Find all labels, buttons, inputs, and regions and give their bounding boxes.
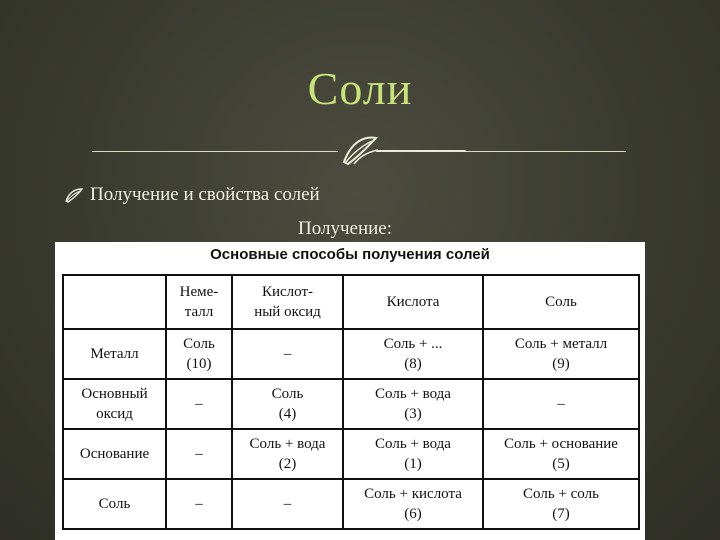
slide-title: Соли (307, 63, 413, 114)
table-row (63, 479, 639, 529)
column-header: Соль (483, 275, 639, 329)
table-cell: – (166, 479, 232, 529)
title-divider-accent (376, 150, 466, 152)
table-cell: – (483, 379, 639, 429)
row-header: Основный оксид (63, 379, 166, 429)
table-corner-cell (63, 275, 166, 329)
row-header: Соль (63, 479, 166, 529)
table-row (63, 429, 639, 479)
table-cell: Соль + металл (9) (483, 329, 639, 379)
table-title: Основные способы получения солей (210, 246, 490, 263)
table-cell: – (232, 329, 343, 379)
table-cell: Соль + ... (8) (343, 329, 483, 379)
column-header: Неме- талл (166, 275, 232, 329)
table-cell: Соль + вода (2) (232, 429, 343, 479)
row-header: Металл (63, 329, 166, 379)
leaf-bullet-icon (64, 187, 84, 203)
table-header-row (63, 275, 639, 329)
table-cell: Соль (4) (232, 379, 343, 429)
column-header: Кислот- ный оксид (232, 275, 343, 329)
salts-table (62, 274, 640, 530)
bullet-item (64, 184, 320, 206)
table-row (63, 379, 639, 429)
leaf-bullet-icon (340, 134, 380, 166)
table-cell: Соль + кислота (6) (343, 479, 483, 529)
table-row (63, 329, 639, 379)
scanned-table-image (55, 242, 645, 540)
subheading: Получение: (298, 218, 392, 239)
column-header: Кислота (343, 275, 483, 329)
title-divider-left (92, 151, 338, 152)
table-cell: Соль (10) (166, 329, 232, 379)
table-cell: Соль + соль (7) (483, 479, 639, 529)
table-cell: Соль + вода (1) (343, 429, 483, 479)
bullet-text: Получение и свойства солей (90, 184, 320, 205)
row-header: Основание (63, 429, 166, 479)
table-cell: – (232, 479, 343, 529)
table-cell: Соль + вода (3) (343, 379, 483, 429)
table-cell: – (166, 429, 232, 479)
table-cell: Соль + основание (5) (483, 429, 639, 479)
table-cell: – (166, 379, 232, 429)
